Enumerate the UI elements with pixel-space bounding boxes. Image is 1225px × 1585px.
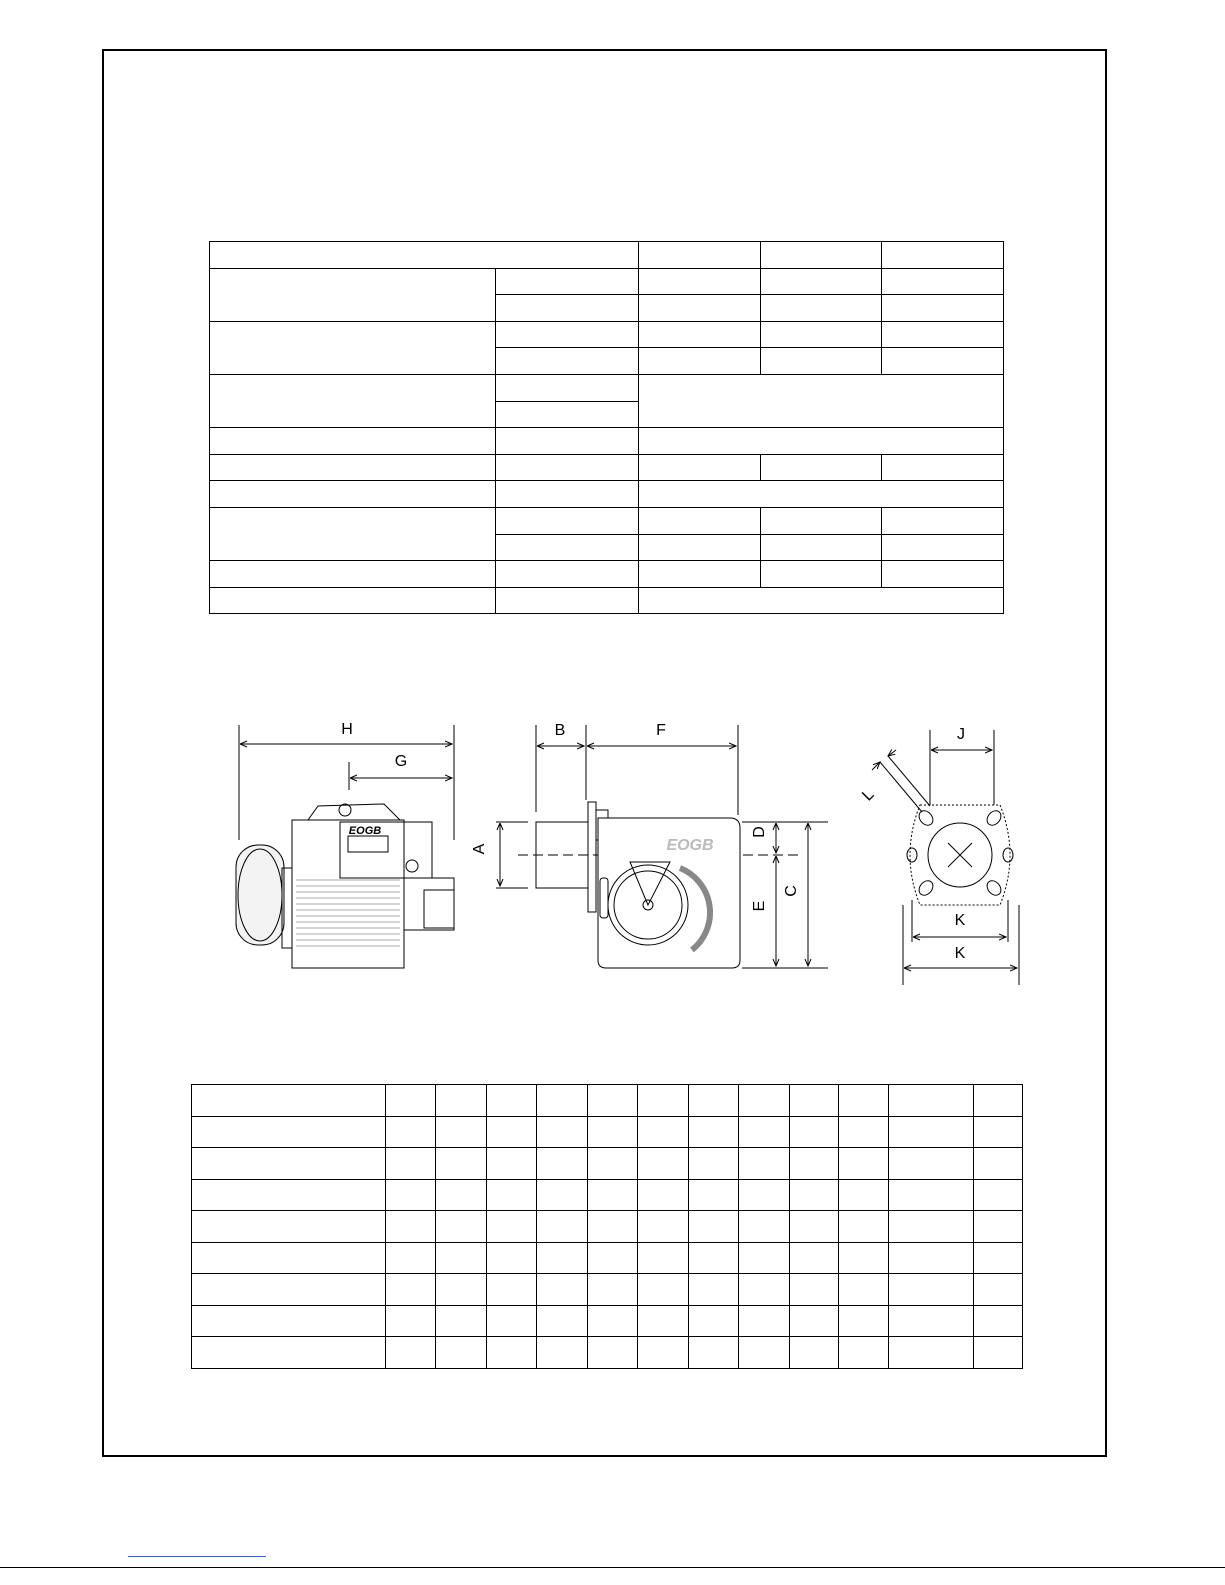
dimension-label-b: B	[554, 722, 566, 739]
table-row	[210, 374, 1004, 401]
side-view	[236, 725, 454, 968]
table-row	[192, 1116, 1023, 1148]
front-view	[496, 725, 828, 968]
dimension-label-j: J	[957, 726, 965, 743]
table-row	[192, 1211, 1023, 1243]
table-cell	[210, 268, 496, 321]
table-row	[210, 268, 1004, 295]
footer-divider	[0, 1567, 1225, 1568]
table-row	[210, 587, 1004, 614]
dimension-label-k-outer: K	[954, 945, 966, 962]
dimensions-table	[191, 1084, 1023, 1369]
table-row	[210, 242, 1004, 269]
table-row	[192, 1337, 1023, 1369]
dimension-label-e: E	[751, 900, 768, 912]
brand-logo-front: EOGB	[666, 837, 714, 854]
table-row	[210, 428, 1004, 455]
table-cell	[210, 242, 639, 269]
table-row	[192, 1305, 1023, 1337]
table-row	[210, 561, 1004, 588]
flange-view	[872, 730, 1019, 985]
table-row	[192, 1148, 1023, 1180]
table-row	[192, 1085, 1023, 1117]
dimension-label-c: C	[783, 885, 800, 897]
dimension-label-a: A	[471, 843, 488, 855]
brand-logo: EOGB	[348, 825, 382, 837]
table-row	[210, 481, 1004, 508]
dimension-label-l: L	[859, 786, 878, 805]
dimension-label-d: D	[751, 826, 768, 838]
dimension-label-h: H	[341, 721, 353, 738]
dimension-label-k-inner: K	[954, 912, 966, 929]
specifications-table	[209, 241, 1004, 614]
burner-dimension-drawing	[190, 700, 1040, 1010]
footer-link-underline[interactable]	[128, 1556, 266, 1557]
table-row	[192, 1242, 1023, 1274]
table-row	[210, 454, 1004, 481]
dimension-label-g: G	[394, 753, 408, 770]
table-row	[192, 1179, 1023, 1211]
table-row	[210, 321, 1004, 348]
table-row	[192, 1274, 1023, 1306]
dimension-label-f: F	[656, 722, 666, 739]
table-row	[210, 507, 1004, 534]
